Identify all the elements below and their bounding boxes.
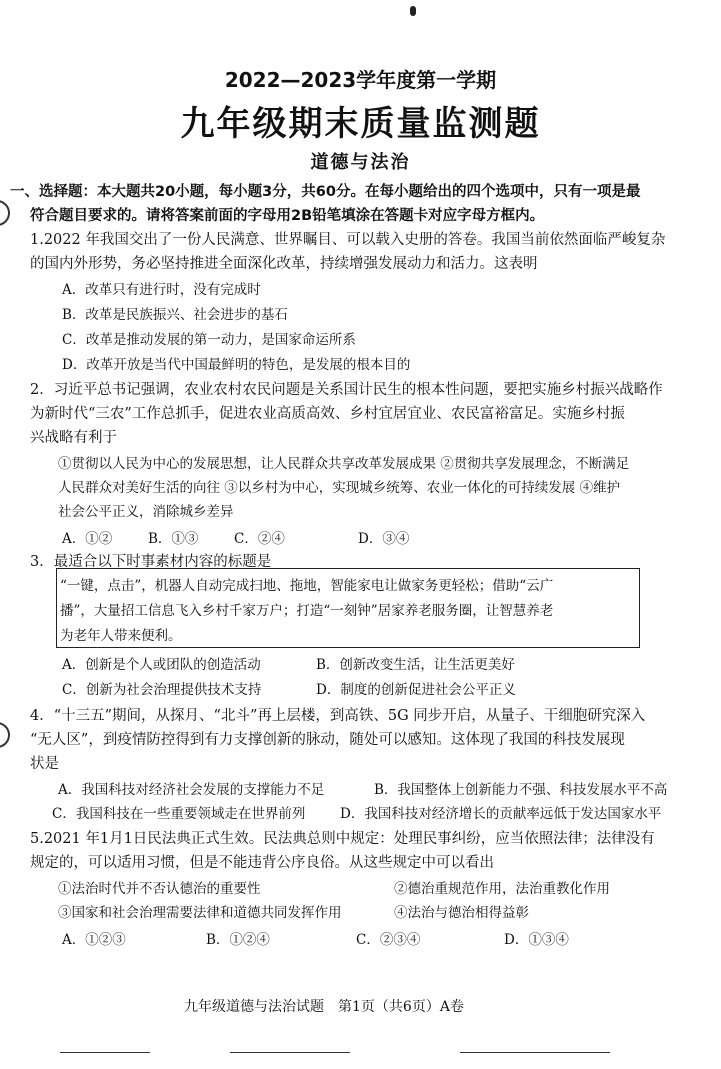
page-footer: 九年级道德与法治试题 第1页（共6页）A卷 [184, 999, 464, 1015]
question-5-option-b: B．①②④ [206, 932, 270, 948]
question-4-option-d: D．我国科技对经济增长的贡献率远低于发达国家水平 [340, 806, 662, 822]
section-instruction-line: 符合题目要求的。请将答案前面的字母用2B铅笔填涂在答题卡对应字母方框内。 [30, 208, 545, 224]
question-3-stem: 3．最适合以下时事素材内容的标题是 [30, 554, 272, 570]
question-4-stem: 4．“十三五”期间，从探月、“北斗”再上层楼，到高铁、5G 同步开启，从量子、干细胞研究深入 [30, 708, 646, 724]
question-2-option-d: D．③④ [358, 531, 410, 547]
question-5-statement: ④法治与德治相得益彰 [394, 905, 529, 921]
binding-hole-mark [0, 200, 10, 226]
bottom-scan-line [60, 1052, 150, 1053]
question-4-stem: “无人区”，到疫情防控得到有力支撑创新的脉动，随处可以感知。这体现了我国的科技发展现 [30, 732, 625, 748]
question-2-option-b: B．①③ [148, 531, 199, 547]
question-5-option-d: D．①③④ [504, 932, 569, 948]
question-5-option-a: A．①②③ [62, 932, 126, 948]
question-3-material: 播”，大量招工信息飞入乡村千家万户；打造“一刻钟”居家养老服务圈，让智慧养老 [60, 603, 554, 619]
question-4-option-c: C．我国科技在一些重要领域走在世界前列 [52, 806, 306, 822]
top-mark [410, 6, 416, 16]
exam-subject: 道德与法治 [310, 152, 411, 173]
bottom-scan-line [230, 1052, 350, 1053]
question-3-option-c: C．创新为社会治理提供技术支持 [62, 682, 262, 698]
question-3-material: 为老年人带来便利。 [60, 628, 182, 644]
question-4-option-b: B．我国整体上创新能力不强、科技发展水平不高 [374, 782, 668, 798]
question-2-stem: 2．习近平总书记强调，农业农村农民问题是关系国计民生的根本性问题，要把实施乡村振兴战略作 [30, 382, 663, 398]
question-2-statement: 社会公平正义，消除城乡差异 [58, 504, 234, 520]
question-1-stem: 的国内外形势，务必坚持推进全面深化改革，持续增强发展动力和活力。这表明 [30, 256, 538, 272]
question-1-option-c: C．改革是推动发展的第一动力，是国家命运所系 [62, 332, 356, 348]
question-2-stem: 兴战略有利于 [30, 430, 117, 446]
question-5-stem: 规定的，可以适用习惯，但是不能违背公序良俗。从这些规定中可以看出 [30, 855, 494, 871]
question-2-option-c: C．②④ [234, 531, 285, 547]
bottom-scan-line [460, 1052, 610, 1053]
question-5-statement: ③国家和社会治理需要法律和道德共同发挥作用 [58, 905, 342, 921]
question-1-option-a: A．改革只有进行时，没有完成时 [62, 282, 261, 298]
question-3-material: “一键，点击”，机器人自动完成扫地、拖地，智能家电让做家务更轻松；借助“云广 [60, 578, 554, 594]
question-2-statement: 人民群众对美好生活的向往 ③以乡村为中心，实现城乡统筹、农业一体化的可持续发展 ④维护 [58, 480, 621, 496]
question-4-option-a: A．我国科技对经济社会发展的支撑能力不足 [58, 782, 325, 798]
question-1-option-d: D．改革开放是当代中国最鲜明的特色，是发展的根本目的 [62, 357, 411, 373]
question-3-option-a: A．创新是个人或团队的创造活动 [62, 657, 261, 673]
question-4-stem: 状是 [30, 756, 59, 772]
question-5-statement: ①法治时代并不否认德治的重要性 [58, 881, 261, 897]
question-1-stem: 1.2022 年我国交出了一份人民满意、世界瞩目、可以载入史册的答卷。我国当前依然面临严峻复杂 [30, 232, 666, 248]
question-5-statement: ②德治重规范作用，法治重教化作用 [394, 881, 610, 897]
question-2-statement: ①贯彻以人民为中心的发展思想，让人民群众共享改革发展成果 ②贯彻共享发展理念，不断满足 [58, 456, 630, 472]
exam-year: 2022—2023学年度第一学期 [224, 68, 497, 92]
question-2-option-a: A．①② [62, 531, 113, 547]
section-instruction-line: 一、选择题：本大题共20小题，每小题3分，共60分。在每小题给出的四个选项中，只有一项是最 [10, 184, 641, 200]
question-3-option-d: D．制度的创新促进社会公平正义 [316, 682, 516, 698]
exam-title: 九年级期末质量监测题 [180, 104, 541, 144]
question-5-option-c: C．②③④ [356, 932, 421, 948]
question-5-stem: 5.2021 年1月1日民法典正式生效。民法典总则中规定：处理民事纠纷，应当依照法律；法律没有 [30, 831, 655, 847]
question-1-option-b: B．改革是民族振兴、社会进步的基石 [62, 307, 288, 323]
binding-hole-mark [0, 722, 10, 748]
question-3-option-b: B．创新改变生活，让生活更美好 [316, 657, 515, 673]
question-2-stem: 为新时代“三农”工作总抓手，促进农业高质高效、乡村宜居宜业、农民富裕富足。实施乡村振 [30, 406, 625, 422]
